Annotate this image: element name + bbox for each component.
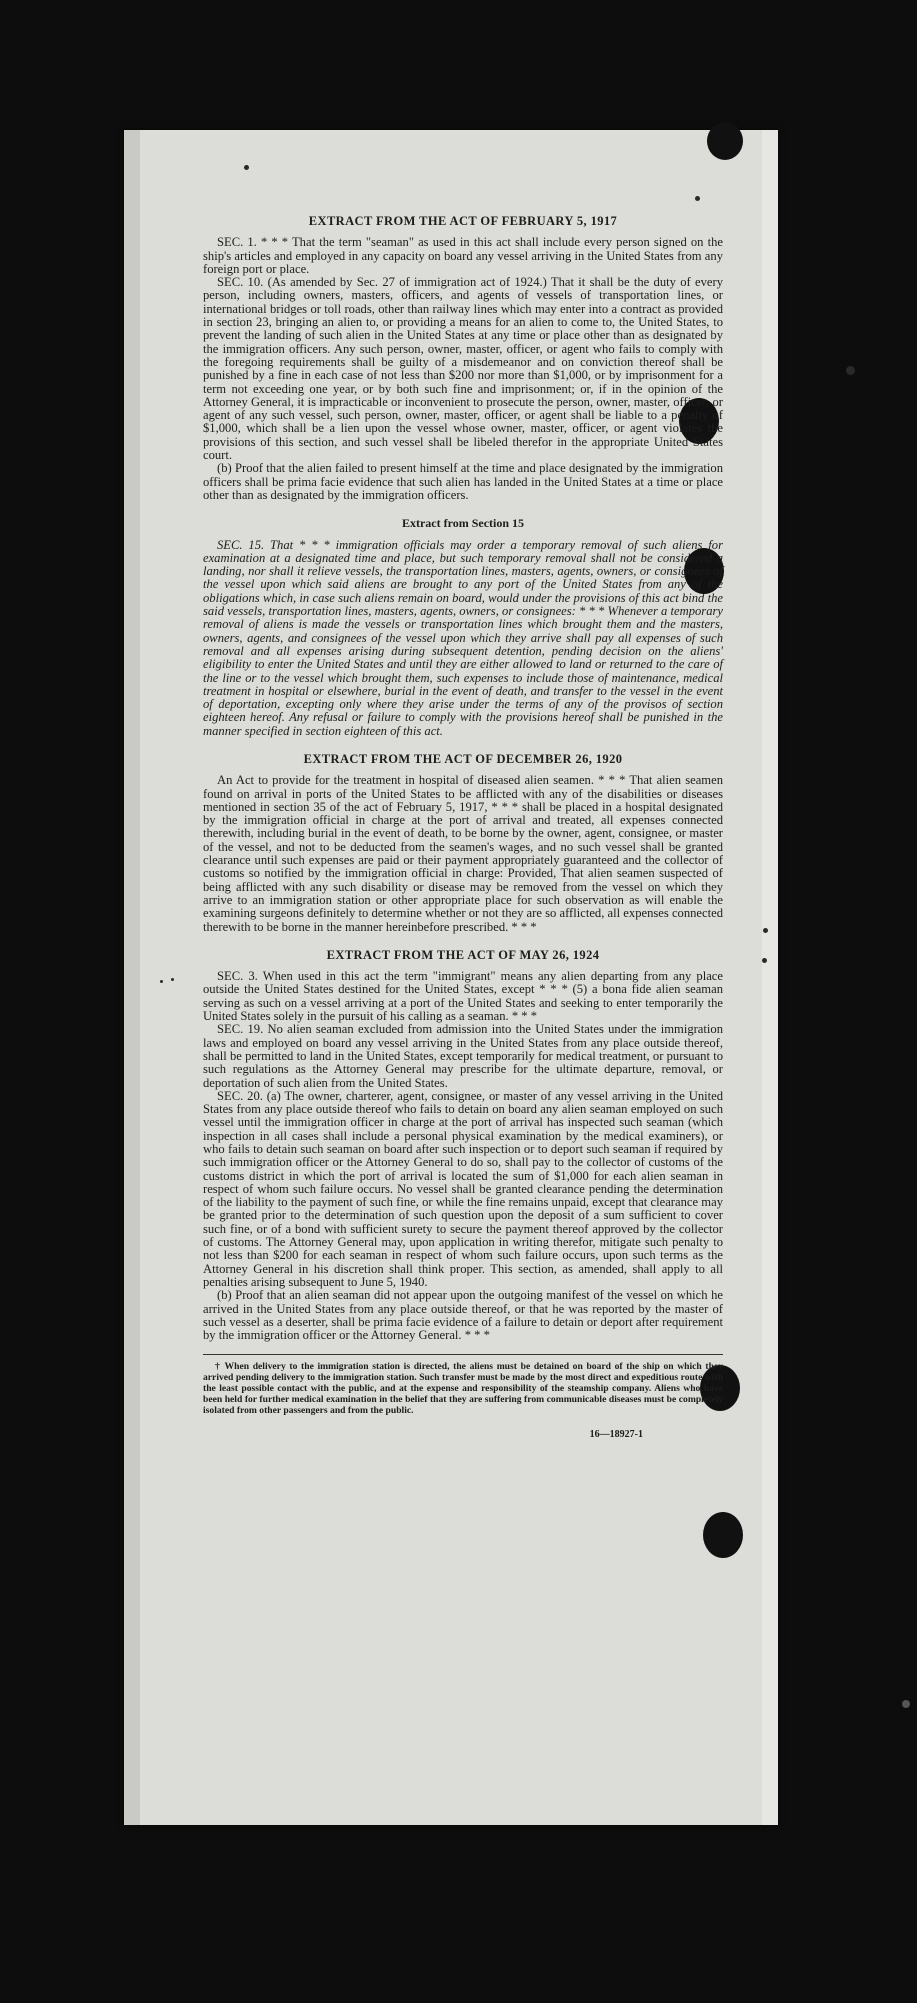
section-heading: EXTRACT FROM THE ACT OF FEBRUARY 5, 1917 bbox=[308, 214, 618, 228]
punch-hole-lower-2 bbox=[703, 1512, 743, 1558]
section-heading: EXTRACT FROM THE ACT OF MAY 26, 1924 bbox=[326, 947, 600, 962]
paper-right-edge bbox=[762, 130, 778, 1825]
paper-left-edge bbox=[124, 130, 140, 1825]
section-gap bbox=[203, 934, 723, 949]
section-paragraph: SEC. 10. (As amended by Sec. 27 of immigration act of 1924.) That it shall be the duty of every person, including owners, masters, officers, and agents of vessels of transportation lines, or international bridges or toll roads, other than railway lines which may enter into a contract as provided in section 23, bringing an alien to, or providing a means for an alien to come to, the United States, to prevent the landing of such alien in the United States at any time or place other than as designated by the immigration officers. Any such person, owner, master, officer, or agent who fails to comply with the foregoing requirements shall be guilty of a misdemeanor and on conviction thereof shall be punished by a fine in each case of not less than $200 nor more than $1,000, or by imprisonment for a term not exceeding one year, or by both such fine and imprisonment; or, if in the opinion of the Attorney General, it is impracticable or inconvenient to prosecute the person, owner, master, officer, or agent of any such vessel, such person, owner, master, officer, or agent shall be liable to a penalty of $1,000, which shall be a lien upon the vessel whose owner, master, officer, or agent violates the provisions of this section, and such vessel shall be libeled therefor in the appropriate United States court. bbox=[203, 275, 723, 463]
section-heading: Extract from Section 15 bbox=[401, 516, 525, 531]
speck bbox=[171, 978, 174, 981]
footnote-rule bbox=[203, 1354, 723, 1355]
section-paragraph: SEC. 20. (a) The owner, charterer, agent, consignee, or master of any vessel arriving in the United States from any place outside thereof who fails to detain on board any alien seaman employed on such vessel until the immigration officer in charge at the port of arrival has inspected such seaman (which inspection in all cases shall include a personal physical examination by the medical examiners), or who fails to detain such seaman on board after such inspection or to deport such seaman if required by such immigration officer or the Attorney General to do so, shall pay to the collector of customs of the customs district in which the port of arrival is located the sum of $1,000 for each alien seaman in respect of whom such failure occurs. No vessel shall be granted clearance pending the determination of the liability to the payment of such fine, or while the fine remains unpaid, except that clearance may be granted prior to the determination of such question upon the deposit of a sum sufficient to cover such fine, or of a bond with sufficient surety to secure the payment thereof approved by the collector of customs. The Attorney General may, upon application in writing therefor, mitigate such penalty to not less than $200 for each seaman in respect of whom such failure occurs, upon such terms as the Attorney General in his discretion shall think proper. This section, as amended, shall apply to all penalties arising subsequent to June 5, 1940. bbox=[203, 1088, 723, 1289]
document-text bbox=[203, 215, 723, 1442]
speck bbox=[695, 196, 700, 201]
section-gap bbox=[203, 738, 723, 753]
speck bbox=[902, 1700, 910, 1708]
section-gap bbox=[203, 502, 723, 517]
sections bbox=[203, 215, 723, 1342]
section-heading: EXTRACT FROM THE ACT OF DECEMBER 26, 1920 bbox=[303, 751, 623, 766]
section-paragraph: SEC. 1. * * * That the term "seaman" as used in this act shall include every person signed on the ship's articles and employed in any capacity on board any vessel arriving in the United States from any foreign port or place. bbox=[203, 235, 723, 276]
speck bbox=[762, 958, 767, 963]
speck bbox=[846, 366, 855, 375]
section-paragraph: An Act to provide for the treatment in hospital of diseased alien seamen. * * * That alien seamen found on arrival in ports of the United States to be afflicted with any of the disabilities or diseases mentioned in section 35 of the act of February 5, 1917, * * * shall be placed in a hospital designated by the immigration official in charge at the port of arrival and treated, all expenses connected therewith, including burial in the event of death, to be borne by the owner, agent, consignee, or master of the vessel, and not to be deducted from the seamen's wages, and no such vessel shall be granted clearance until such expenses are paid or their payment appropriately guaranteed and the collector of customs so notified by the immigration official in charge: Provided, That alien seamen suspected of being afflicted with any such disability or disease may be removed from the vessel on which they arrive to an immigration station or other appropriate place for such observation as will enable the examining surgeons definitely to determine whether or not they are so afflicted, all expenses connected therewith to be borne in the manner hereinbefore prescribed. * * * bbox=[203, 773, 723, 934]
section-paragraph: (b) Proof that the alien failed to present himself at the time and place designated by the immigration officers shall be prima facie evidence that such alien has landed in the United States at a time or place other than as designated by the immigration officers. bbox=[203, 461, 723, 502]
footnote: † When delivery to the immigration station is directed, the aliens must be detained on board of the ship on which they arrived pending delivery to the immigration station. Such transfer must be made by the most direct and expeditious route with the least possible contact with the public, and at the expense and responsibility of the steamship company. Aliens who have been held for further medical examination in the belief that they are suffering from communicable diseases must be completely isolated from other passengers and from the public. bbox=[203, 1361, 723, 1417]
form-number: 16—18927-1 bbox=[589, 1429, 643, 1441]
speck bbox=[763, 928, 768, 933]
section-paragraph: (b) Proof that an alien seaman did not appear upon the outgoing manifest of the vessel on which he arrived in the United States from any place outside thereof, or that he was reported by the master of such vessel as a deserter, shall be prima facie evidence of a failure to detain or deport after requirement by the immigration officer or the Attorney General. * * * bbox=[203, 1288, 723, 1343]
section-paragraph: SEC. 3. When used in this act the term "immigrant" means any alien departing from any place outside the United States destined for the United States, except * * * (5) a bona fide alien seaman serving as such on a vessel arriving at a port of the United States and seeking to enter temporarily the United States solely in the pursuit of his calling as a seaman. * * * bbox=[203, 969, 723, 1024]
speck bbox=[244, 165, 249, 170]
section-paragraph: SEC. 19. No alien seaman excluded from admission into the United States under the immigration laws and employed on board any vessel arriving in the United States from any place outside thereof, shall be permitted to land in the United States, except temporarily for medical treatment, or pursuant to such regulations as the Attorney General may prescribe for the ultimate departure, removal, or deportation of such alien from the United States. bbox=[203, 1022, 723, 1090]
speck bbox=[160, 980, 163, 983]
section-paragraph: SEC. 15. That * * * immigration officials may order a temporary removal of such aliens for examination at a designated time and place, but such temporary removal shall not be considered a landing, nor shall it relieve vessels, the transportation lines, masters, agents, owners, or consignees of the vessel upon which said aliens are brought to any port of the United States from any of the obligations which, in case such aliens remain on board, would under the provisions of this act bind the said vessels, transportation lines, masters, agents, owners, or consignees: * * * Whenever a temporary removal of aliens is made the vessels or transportation lines which brought them and the masters, owners, agents, and consignees of the vessel upon which they arrive shall pay all expenses of such removal and all expenses arising during subsequent detention, pending decision on the aliens' eligibility to enter the United States and until they are either allowed to land or returned to the care of the line or to the vessel which brought them, such expenses to include those of maintenance, medical treatment in hospital or elsewhere, burial in the event of death, and transfer to the vessel in the event of deportation, excepting only where they arise under the terms of any of the provisos of section eighteen hereof. Any refusal or failure to comply with the provisions hereof shall be punished in the manner specified in section eighteen of this act. bbox=[203, 537, 723, 738]
punch-hole-top bbox=[707, 122, 743, 160]
